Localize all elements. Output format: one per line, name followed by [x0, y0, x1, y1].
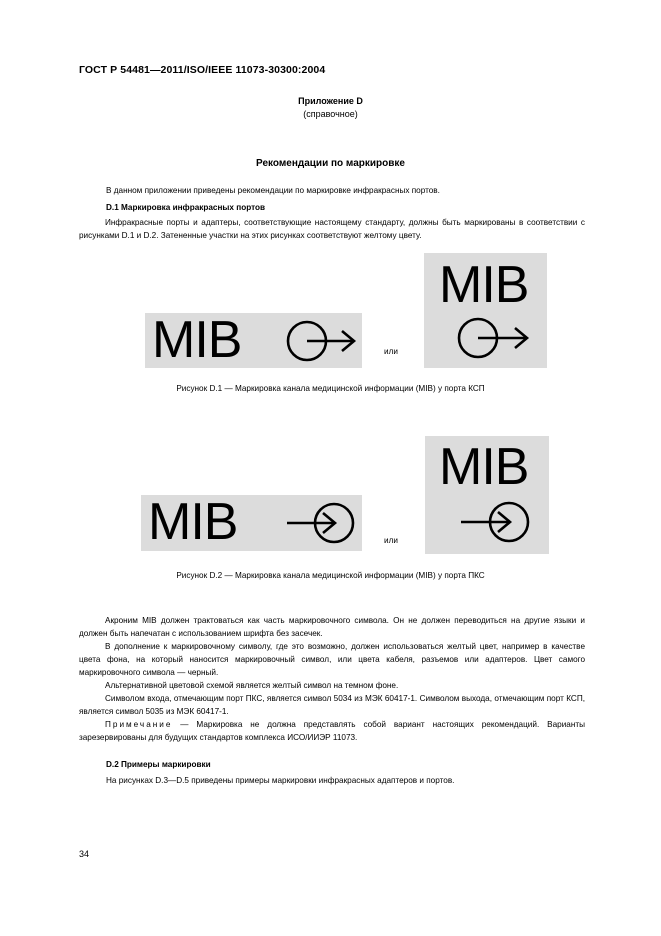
- or-label: или: [384, 536, 398, 545]
- mib-label: MIB: [148, 493, 238, 551]
- note-paragraph: [79, 718, 585, 744]
- d1-paragraph: Инфракрасные порты и адаптеры, соответствующие настоящему стандарту, должны быть маркированы в соответствии с рисунками D.1 и D.2. Затененные участки на этих рисунках соответствуют желтому цвету.: [79, 218, 585, 240]
- fig1-mark-horizontal: [145, 313, 362, 368]
- mib-label: MIB: [439, 256, 529, 314]
- page-number: 34: [79, 849, 90, 859]
- fig2-mark-horizontal: [141, 495, 362, 551]
- body-paragraph: Акроним MIB должен трактоваться как часть маркировочного символа. Он не должен переводиться на другие языки и должен быть напечатан с использованием шрифта без засечек.: [79, 616, 585, 638]
- output-symbol-icon: [454, 315, 534, 361]
- note-label: Примечание: [105, 720, 173, 729]
- figure-1-caption: Рисунок D.1 — Маркировка канала медицинской информации (MIB) у порта КСП: [176, 384, 485, 393]
- output-symbol-icon: [283, 319, 359, 363]
- intro-paragraph: В данном приложении приведены рекомендации по маркировке инфракрасных портов.: [106, 186, 440, 195]
- input-symbol-icon: [455, 499, 537, 545]
- section-title: Рекомендации по маркировке: [256, 158, 405, 169]
- document-header: ГОСТ Р 54481—2011/ISO/IEEE 11073-30300:2004: [79, 64, 326, 76]
- input-symbol-icon: [281, 501, 359, 545]
- appendix-subtitle: (справочное): [303, 109, 358, 119]
- d2-paragraph: На рисунках D.3—D.5 приведены примеры маркировки инфракрасных адаптеров и портов.: [106, 776, 455, 785]
- body-paragraph: Символом входа, отмечающим порт ПКС, является символ 5034 из МЭК 60417-1. Символом выхода, отмечающим порт КСП, является символ 5035 из МЭК 60417-1.: [79, 694, 585, 716]
- fig2-mark-vertical: [425, 436, 549, 554]
- appendix-title: Приложение D: [298, 96, 363, 106]
- body-paragraph: Альтернативной цветовой схемой является желтый символ на темном фоне.: [105, 681, 399, 690]
- fig1-mark-vertical: [424, 253, 547, 368]
- mib-label: MIB: [439, 438, 529, 496]
- figure-2-caption: Рисунок D.2 — Маркировка канала медицинской информации (MIB) у порта ПКС: [176, 571, 485, 580]
- d1-heading: D.1 Маркировка инфракрасных портов: [106, 203, 266, 212]
- d2-heading: D.2 Примеры маркировки: [106, 760, 211, 769]
- body-paragraph: В дополнение к маркировочному символу, где это возможно, должен использоваться желтый цвет, например в качестве цвета фона, на который наносится маркировочный символ, или цвета кабеля, разъемов или адаптеров. Цвет самого маркировочного символа — черный.: [79, 642, 585, 677]
- mib-label: MIB: [152, 311, 242, 369]
- or-label: или: [384, 347, 398, 356]
- note-text: — Маркировка не должна представлять собой вариант настоящих рекомендаций. Варианты зарезервированы для будущих стандартов комплекса ИСО/ИИЭР 11073.: [79, 720, 585, 742]
